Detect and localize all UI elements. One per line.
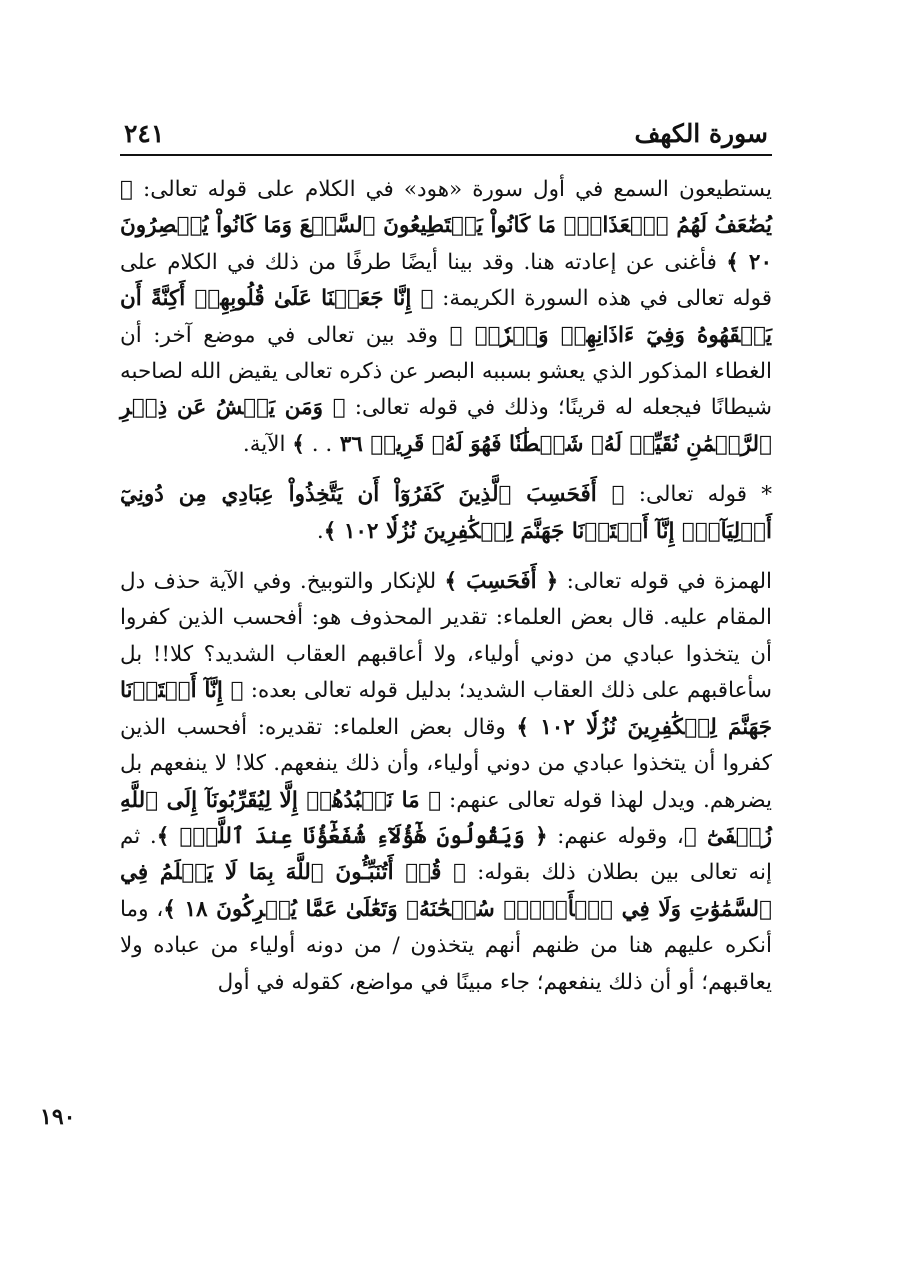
verse-bracket: ﴿ <box>453 860 467 886</box>
verse-bracket: ﴾ <box>292 431 305 457</box>
page-number: ٢٤١ <box>124 119 165 148</box>
verse-bracket: ﴿ <box>545 569 559 595</box>
commentary-text: * قوله تعالى: <box>624 482 772 508</box>
paragraph <box>120 172 772 463</box>
paragraph <box>120 564 772 1001</box>
verse-bracket: ﴾ <box>156 823 170 849</box>
verse-bracket: ﴿ <box>611 482 625 508</box>
verse-bracket: ﴿ <box>534 823 548 849</box>
commentary-text: وقال بعض العلماء: تقديره: أفحسب الذين كفروا أن يتخذوا عبادي من دوني أولياء، وأن ذلك ينفعهم. كلا! لا ينفعهم بل يضرهم. ويدل لهذا قوله تعالى عنهم: <box>120 714 772 813</box>
commentary-text: . <box>316 518 324 544</box>
commentary-text: . . <box>304 431 333 457</box>
margin-page-reference: ١٩٠ <box>40 1104 76 1130</box>
verse-bracket: ﴾ <box>683 823 697 849</box>
commentary-text: وقد بين تعالى في موضع آخر: أن الغطاء المذكور الذي يعشو بسببه البصر عن ذكره تعالى يقيض الله لصاحبه شيطانًا فيجعله له قرينًا؛ وذلك في قوله تعالى: <box>120 322 773 421</box>
verse-bracket: ﴾ <box>516 714 529 740</box>
verse-bracket: ﴾ <box>449 322 463 348</box>
verse-bracket: ﴿ <box>230 678 244 704</box>
quran-verse: إِنَّآ أَعۡتَدۡنَا جَهَنَّمَ لِلۡكَٰفِرِينَ نُزُلٗا ١٠٢ <box>120 678 772 740</box>
verse-bracket: ﴿ <box>428 787 442 813</box>
verse-bracket: ﴾ <box>726 249 739 275</box>
quran-verse: أَفَحَسِبَ ٱلَّذِينَ كَفَرُوٓاْ أَن يَتَّخِذُواْ عِبَادِي مِن دُونِيٓ أَوۡلِيَآءَۚ إِنَّآ أَعۡتَدۡنَا جَهَنَّمَ لِلۡكَٰفِرِينَ نُزُلٗا ١٠٢ <box>120 482 772 544</box>
commentary-text: فأغنى عن إعادته هنا. وقد بينا أيضًا طرفًا من ذلك في الكلام على قوله تعالى في هذه السورة الكريمة: <box>120 249 772 312</box>
commentary-text: ، وقوله عنهم: <box>547 823 684 849</box>
surah-title: سورة الكهف <box>634 119 768 148</box>
verse-bracket: ﴾ <box>323 518 337 544</box>
verse-bracket: ﴾ <box>163 896 176 922</box>
verse-bracket: ﴿ <box>120 177 133 202</box>
commentary-text: ، وما أنكره عليهم هنا من ظنهم أنهم يتخذون / من دونه أولياء من عباده ولا يعاقبهم؛ أو أن ذلك ينفعهم؛ جاء مبينًا في مواضع، كقوله في أول <box>120 896 772 995</box>
commentary-text: الهمزة في قوله تعالى: <box>558 569 772 595</box>
quran-verse: وَيَقُولُونَ هَٰٓؤُلَآءِ شُفَعَٰٓؤُنَا عِندَ ٱللَّهِۚ <box>169 823 535 849</box>
running-header <box>120 110 772 156</box>
paragraph <box>120 477 772 550</box>
verse-bracket: ﴿ <box>332 395 346 421</box>
commentary-text: يستطيعون السمع في أول سورة «هود» في الكلام على قوله تعالى: <box>132 177 772 202</box>
verse-bracket: ﴾ <box>444 569 458 595</box>
commentary-text: للإنكار والتوبيخ. وفي الآية حذف دل المقام عليه. قال بعض العلماء: تقدير المحذوف هو: أفحسب الذين كفروا أن يتخذوا عبادي من دوني أولياء، ولا أعاقبهم العقاب الشديد؟ كلا!! بل سأعاقبهم على ذلك العقاب الشديد؛ بدليل قوله تعالى بعده: <box>120 569 772 704</box>
commentary-text: . ثم إنه تعالى بين بطلان ذلك بقوله: <box>120 823 772 886</box>
verse-bracket: ﴿ <box>420 286 434 312</box>
quran-verse: أَفَحَسِبَ <box>457 569 546 595</box>
quran-verse: قُلۡ أَتُنَبِّـُٔونَ ٱللَّهَ بِمَا لَا يَعۡلَمُ فِي ٱلسَّمَٰوَٰتِ وَلَا فِي ٱلۡأَرۡضِۚ سُبۡحَٰنَهُۥ وَتَعَٰلَىٰ عَمَّا يُشۡرِكُونَ ١٨ <box>120 860 772 922</box>
body-text <box>120 172 772 1001</box>
quran-verse: إِنَّا جَعَلۡنَا عَلَىٰ قُلُوبِهِمۡ أَكِنَّةً أَن يَفۡقَهُوهُ وَفِيٓ ءَاذَانِهِمۡ وَقۡرٗاۖ <box>120 286 772 348</box>
quran-verse: مَا نَعۡبُدُهُمۡ إِلَّا لِيُقَرِّبُونَآ إِلَى ٱللَّهِ زُلۡفَىٰٓ <box>120 787 772 849</box>
quran-verse: يُضَٰعَفُ لَهُمُ ٱلۡعَذَابُۚ مَا كَانُواْ يَسۡتَطِيعُونَ ٱلسَّمۡعَ وَمَا كَانُواْ يُبۡصِرُونَ ٢٠ <box>120 213 772 275</box>
commentary-text: الآية. <box>242 431 293 457</box>
quran-verse: وَمَن يَعۡشُ عَن ذِكۡرِ ٱلرَّحۡمَٰنِ نُقَيِّضۡ لَهُۥ شَيۡطَٰنٗا فَهُوَ لَهُۥ قَرِينٞ ٣٦ <box>120 395 772 457</box>
page-content <box>120 110 772 1001</box>
